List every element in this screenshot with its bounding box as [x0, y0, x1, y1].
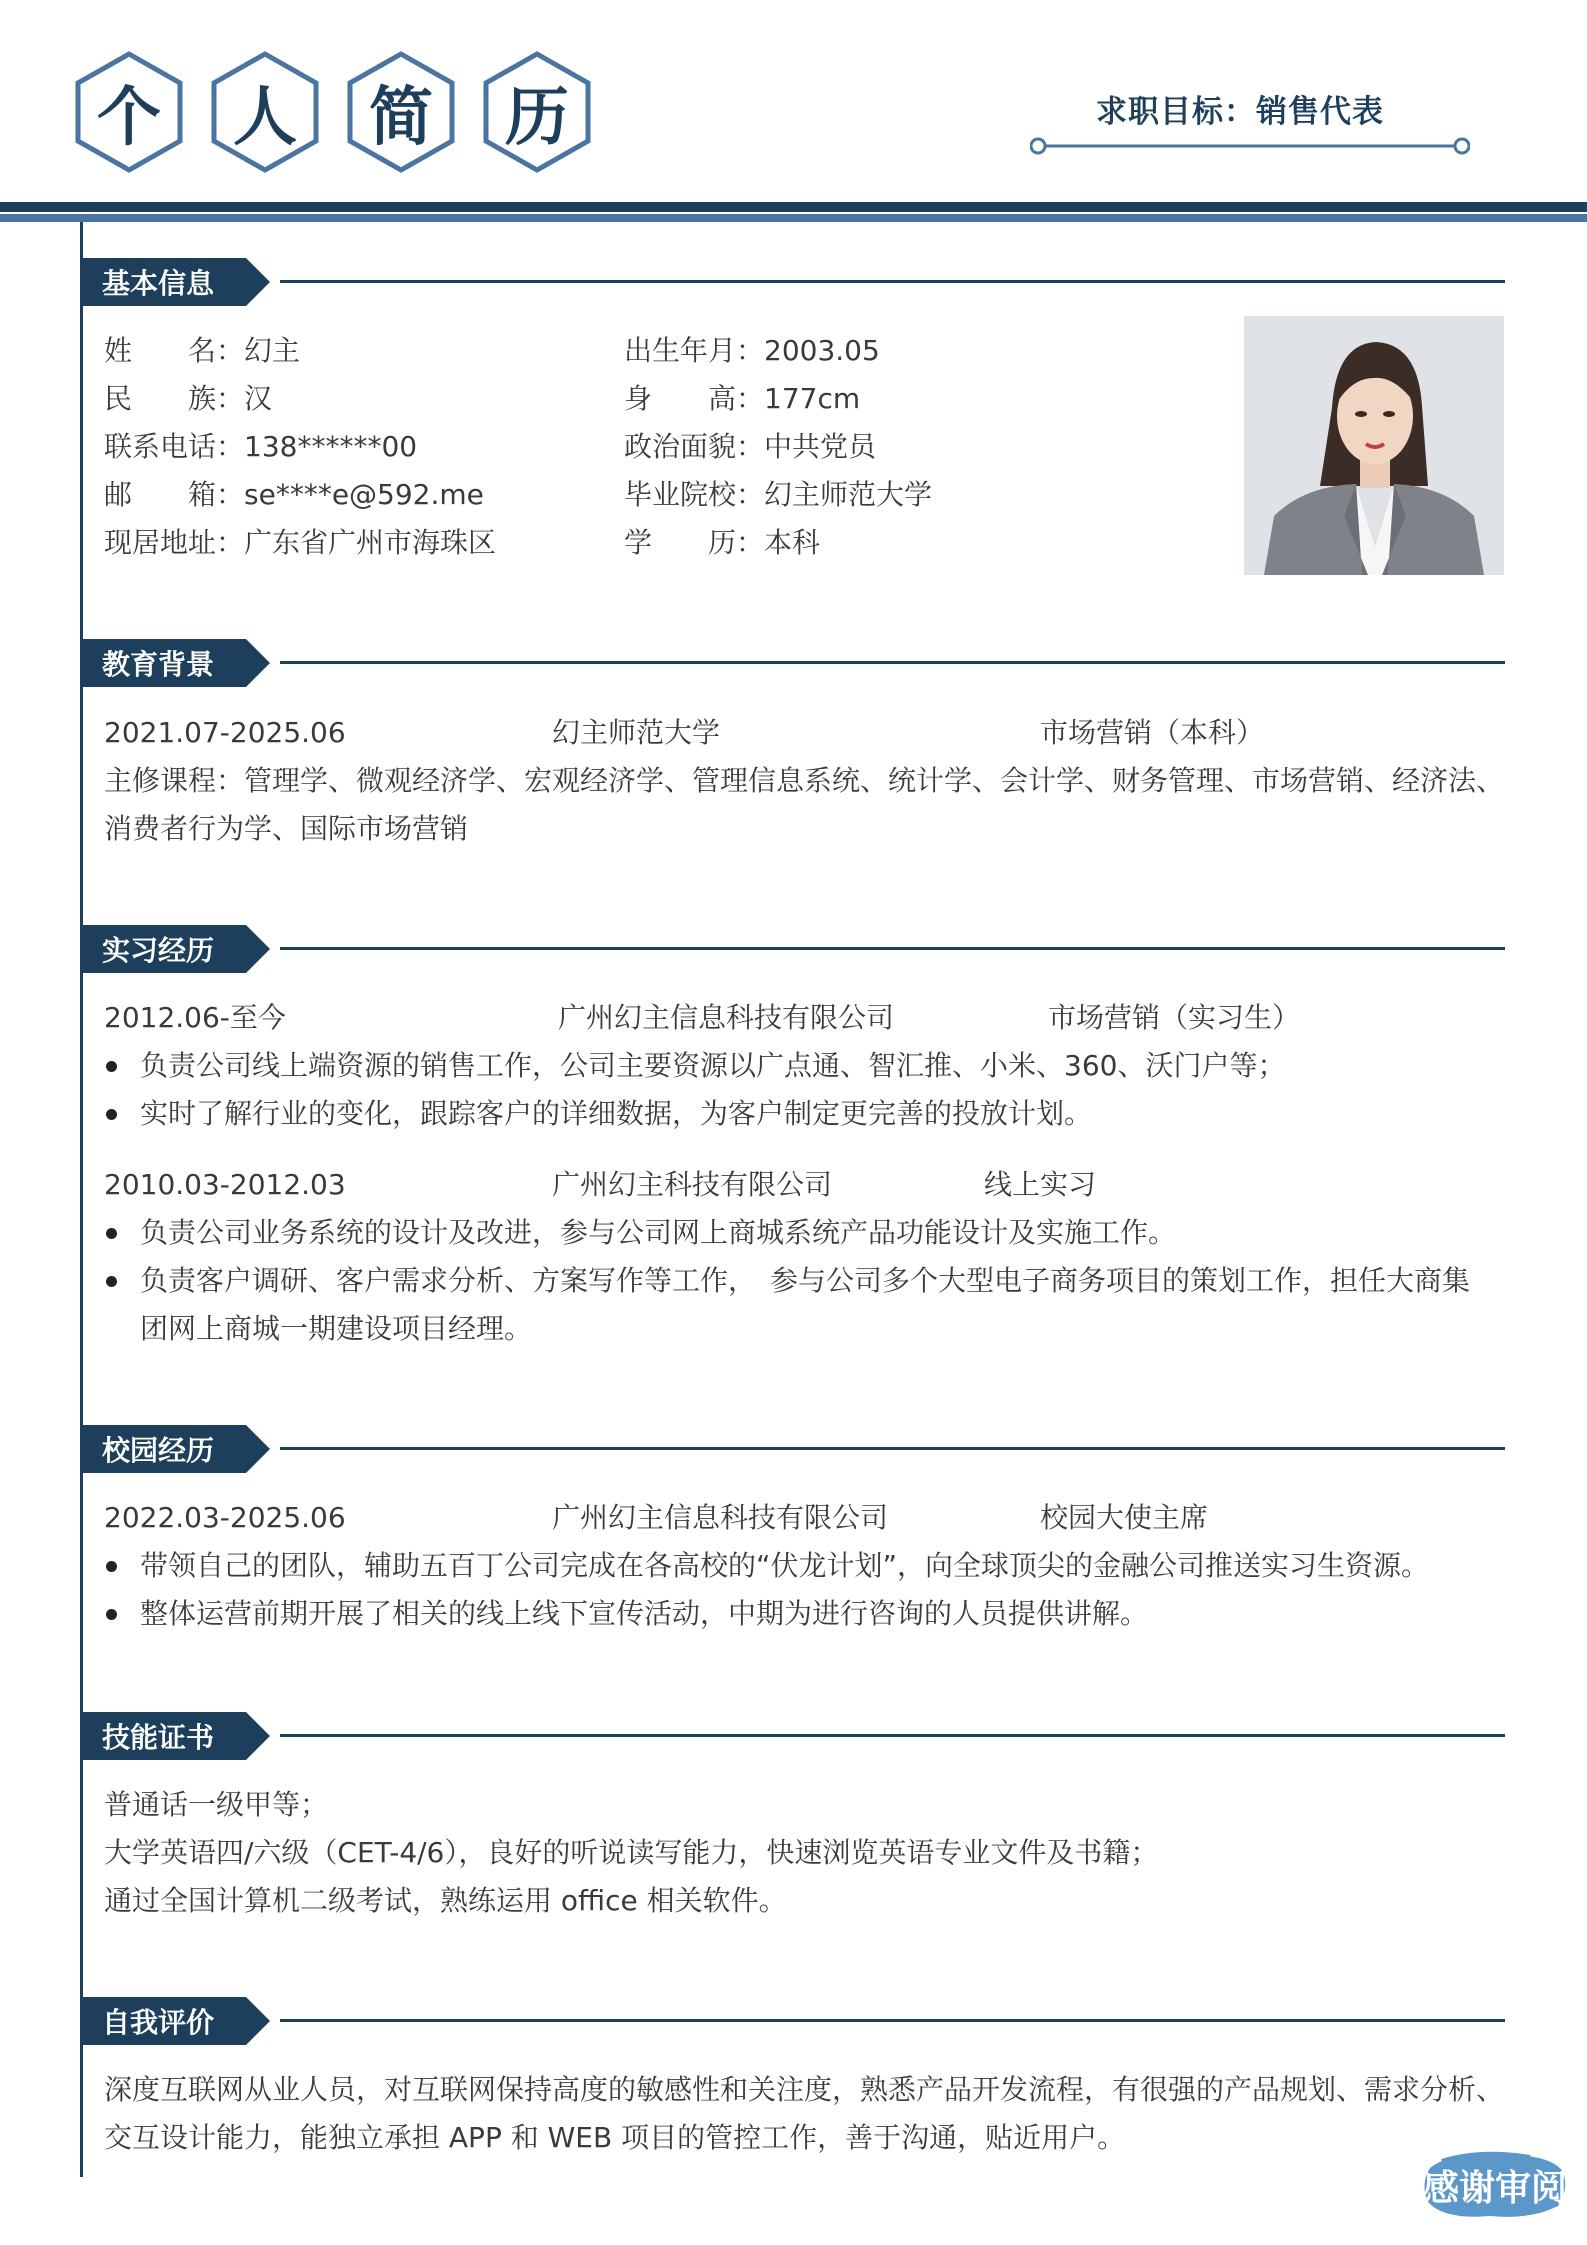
- title-char: 历: [505, 81, 569, 155]
- section-tag: 技能证书: [80, 1712, 270, 1760]
- campus-company: 广州幻主信息科技有限公司: [552, 1501, 889, 1534]
- profile-photo: [1244, 316, 1504, 575]
- title-char: 个: [97, 81, 161, 155]
- bullet-dot: [106, 1228, 117, 1239]
- info-birth: 出生年月：2003.05: [624, 334, 880, 367]
- info-height: 身 高：177cm: [624, 382, 861, 415]
- intern-role: 线上实习: [984, 1168, 1097, 1201]
- section-divider: [280, 661, 1505, 664]
- section-divider: [280, 2019, 1505, 2022]
- skill-item: 大学英语四/六级（CET-4/6），良好的听说读写能力，快速浏览英语专业文件及书籍；: [104, 1836, 1159, 1869]
- bullet-dot: [106, 1609, 117, 1620]
- title-hexagon-1: [72, 50, 186, 174]
- bullet-dot: [106, 1276, 117, 1287]
- info-phone: 联系电话：138******00: [104, 430, 418, 463]
- info-ethnicity: 民 族：汉: [104, 382, 273, 415]
- section-tag: 基本信息: [80, 258, 270, 306]
- self-eval-line: 深度互联网从业人员，对互联网保持高度的敏感性和关注度，熟悉产品开发流程，有很强的产品规划、需求分析、: [104, 2073, 1505, 2106]
- section-tag: 校园经历: [80, 1425, 270, 1473]
- section-header-education: [80, 639, 1505, 687]
- edu-courses-line: 主修课程：管理学、微观经济学、宏观经济学、管理信息系统、统计学、会计学、财务管理、市场营销、经济法、: [104, 764, 1505, 797]
- bullet-dot: [106, 1109, 117, 1120]
- intern-bullet: 负责公司业务系统的设计及改进，参与公司网上商城系统产品功能设计及实施工作。: [140, 1216, 1177, 1249]
- edu-school: 幻主师范大学: [552, 716, 721, 749]
- self-eval-line: 交互设计能力，能独立承担 APP 和 WEB 项目的管控工作，善于沟通，贴近用户。: [104, 2121, 1126, 2154]
- intern-bullet: 负责客户调研、客户需求分析、方案写作等工作， 参与公司多个大型电子商务项目的策划工作，担任大商集: [140, 1264, 1471, 1297]
- job-objective: 求职目标：销售代表: [1096, 94, 1384, 130]
- edu-courses-line: 消费者行为学、国际市场营销: [104, 812, 469, 845]
- section-header-internship: [80, 925, 1505, 973]
- left-timeline-line: [80, 222, 83, 2177]
- section-tag: 教育背景: [80, 639, 270, 687]
- title-hexagon-4: [480, 50, 594, 174]
- title-hexagon-3: [344, 50, 458, 174]
- info-political: 政治面貌：中共党员: [624, 430, 877, 463]
- intern-role: 市场营销（实习生）: [1048, 1001, 1301, 1034]
- skill-item: 普通话一级甲等；: [104, 1788, 329, 1821]
- objective-underline: [1030, 136, 1470, 156]
- info-degree: 学 历：本科: [624, 526, 821, 559]
- section-header-basic: [80, 258, 1505, 306]
- header-band-accent: [0, 214, 1587, 222]
- title-hexagon-2: [208, 50, 322, 174]
- section-divider: [280, 947, 1505, 950]
- campus-bullet: 整体运营前期开展了相关的线上线下宣传活动，中期为进行咨询的人员提供讲解。: [140, 1597, 1149, 1630]
- section-divider: [280, 1734, 1505, 1737]
- header-band: [0, 202, 1587, 212]
- stamp-text: 感谢审阅: [1422, 2166, 1567, 2209]
- campus-role: 校园大使主席: [1040, 1501, 1209, 1534]
- intern-bullet: 实时了解行业的变化，跟踪客户的详细数据，为客户制定更完善的投放计划。: [140, 1097, 1093, 1130]
- intern-company: 广州幻主信息科技有限公司: [558, 1001, 895, 1034]
- section-tag: 实习经历: [80, 925, 270, 973]
- info-school: 毕业院校：幻主师范大学: [624, 478, 933, 511]
- intern-date: 2012.06-至今: [104, 1001, 286, 1034]
- info-email: 邮 箱：se****e@592.me: [104, 478, 484, 511]
- thanks-stamp: [1420, 2148, 1570, 2222]
- section-divider: [280, 1447, 1505, 1450]
- skill-item: 通过全国计算机二级考试，熟练运用 office 相关软件。: [104, 1884, 787, 1917]
- edu-major: 市场营销（本科）: [1040, 716, 1265, 749]
- intern-company: 广州幻主科技有限公司: [552, 1168, 833, 1201]
- info-address: 现居地址：广东省广州市海珠区: [104, 526, 497, 559]
- title-char: 人: [233, 81, 297, 155]
- intern-bullet: 负责公司线上端资源的销售工作，公司主要资源以广点通、智汇推、小米、360、沃门户等；: [140, 1049, 1286, 1082]
- info-name: 姓 名：幻主: [104, 334, 301, 367]
- section-header-self: [80, 1997, 1505, 2045]
- section-divider: [280, 280, 1505, 283]
- intern-date: 2010.03-2012.03: [104, 1168, 346, 1201]
- section-header-skills: [80, 1712, 1505, 1760]
- bullet-dot: [106, 1561, 117, 1572]
- title-char: 简: [369, 81, 433, 155]
- bullet-dot: [106, 1061, 117, 1072]
- intern-bullet-continued: 团网上商城一期建设项目经理。: [140, 1312, 533, 1345]
- campus-bullet: 带领自己的团队，辅助五百丁公司完成在各高校的“伏龙计划”，向全球顶尖的金融公司推送实习生资源。: [140, 1549, 1430, 1582]
- section-tag: 自我评价: [80, 1997, 270, 2045]
- section-header-campus: [80, 1425, 1505, 1473]
- edu-date: 2021.07-2025.06: [104, 716, 346, 749]
- campus-date: 2022.03-2025.06: [104, 1501, 346, 1534]
